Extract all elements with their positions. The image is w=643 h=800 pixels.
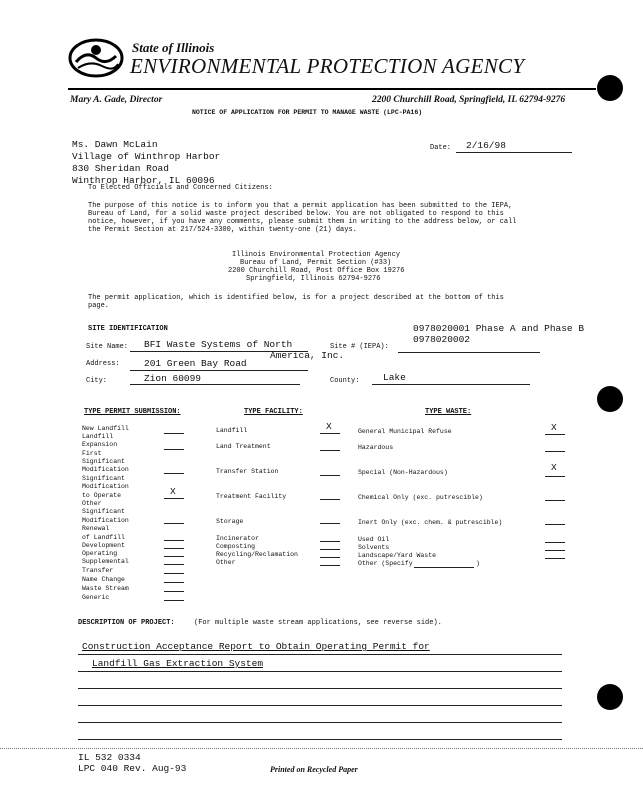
form-id: IL 532 0334 [78,752,141,763]
description-label: DESCRIPTION OF PROJECT: [78,619,175,627]
state-name: State of Illinois [132,40,215,55]
list-item: Used Oil [358,536,390,543]
body-text: the Permit Section at 217/524-3300, within twenty-one (21) days. [88,226,357,234]
list-item: Recycling/Reclamation [216,551,298,558]
date-value: 2/16/98 [466,140,506,151]
checkbox-mark: X [551,422,557,433]
checkbox-line[interactable] [320,523,340,524]
fax-edge-dots [0,748,643,749]
list-item: Modification [82,483,129,490]
city-value: Zion 60099 [144,373,202,384]
body-text: page. [88,302,110,310]
to-line: To Elected Officials and Concerned Citizens: [88,184,273,192]
site-num-label: Site # (IEPA): [330,343,389,351]
checkbox-line[interactable] [414,567,474,568]
list-item: Storage [216,518,244,525]
recipient-line: 830 Sheridan Road [72,163,169,174]
checkbox-line[interactable] [320,475,340,476]
checkbox-line[interactable] [164,540,184,541]
checkbox-line[interactable] [164,449,184,450]
checkbox-line[interactable] [320,433,340,434]
checkbox-line[interactable] [545,500,565,501]
checkbox-line[interactable] [320,499,340,500]
checkbox-line[interactable] [320,450,340,451]
site-num-underline [398,352,540,353]
recipient-line: Ms. Dawn McLain [72,139,158,150]
description-line: Construction Acceptance Report to Obtain Operating Permit for [82,641,430,652]
body-text: notice, however, if you have any comments, please submit them in writing to the address below, or call [88,218,517,226]
printed-note: Printed on Recycled Paper [270,765,358,774]
city-label: City: [86,377,108,385]
body-text: The purpose of this notice is to inform you that a permit application has been submitted to the IEPA, [88,202,513,210]
list-item: Operating [82,550,118,557]
list-item: Solvents [358,544,390,551]
list-item: New Landfill [82,425,129,432]
list-item: General Municipal Refuse [358,428,452,435]
agency-address-line: Illinois Environmental Protection Agency [232,251,401,259]
checkbox-line[interactable] [164,433,184,434]
checkbox-line[interactable] [545,524,565,525]
checkbox-line[interactable] [164,573,184,574]
description-rule [78,688,562,689]
checkbox-line[interactable] [164,473,184,474]
permit-submission-heading: TYPE PERMIT SUBMISSION: [84,408,181,416]
checkbox-line[interactable] [545,558,565,559]
checkbox-mark: X [170,486,176,497]
recipient-line: Winthrop Harbor, IL 60096 [72,175,215,186]
description-line: Landfill Gas Extraction System [92,658,264,669]
checkbox-line[interactable] [545,476,565,477]
checkbox-line[interactable] [320,549,340,550]
list-item: Other [216,559,236,566]
list-item: Transfer Station [216,468,279,475]
checkbox-line[interactable] [320,565,340,566]
site-name-value: America, Inc. [270,350,345,361]
description-rule [78,705,562,706]
checkbox-mark: X [326,421,332,432]
checkbox-line[interactable] [545,550,565,551]
list-item: Landfill [216,427,248,434]
list-item: Special (Non-Hazardous) [358,469,448,476]
checkbox-line[interactable] [164,498,184,499]
list-item: Development [82,542,125,549]
waste-heading: TYPE WASTE: [425,408,472,416]
list-item: Modification [82,517,129,524]
list-item: Landscape/Yard Waste [358,552,437,559]
checkbox-line[interactable] [545,434,565,435]
punch-hole [597,684,623,710]
list-item: of Landfill [82,534,125,541]
list-item: Landfill [82,433,114,440]
list-item: Renewal [82,525,110,532]
form-revision: LPC 040 Rev. Aug-93 [78,763,187,774]
checkbox-line[interactable] [320,557,340,558]
checkbox-line[interactable] [164,582,184,583]
list-item: Hazardous [358,444,394,451]
county-value: Lake [383,372,406,383]
site-id-handwritten: 0978020002 [413,334,471,345]
description-note: (For multiple waste stream applications, see reverse side). [194,619,442,627]
city-underline [130,384,300,385]
address-label: Address: [86,360,120,368]
notice-title: NOTICE OF APPLICATION FOR PERMIT TO MANAGE WASTE (LPC-PA16) [192,109,423,116]
director-name: Mary A. Gade, Director [70,95,163,105]
list-item: to Operate [82,492,122,499]
description-rule [78,654,562,655]
list-item: Land Treatment [216,443,271,450]
agency-address-line: Springfield, Illinois 62794-9276 [246,275,381,283]
description-rule [78,671,562,672]
list-item: Composting [216,543,256,550]
site-name-label: Site Name: [86,343,129,351]
list-item: Significant [82,508,125,515]
checkbox-line[interactable] [164,523,184,524]
checkbox-mark: X [551,462,557,473]
checkbox-line[interactable] [164,556,184,557]
list-item: Expansion [82,441,118,448]
facility-heading: TYPE FACILITY: [244,408,303,416]
site-id-handwritten: 0978020001 Phase A and Phase B [413,323,585,334]
recipient-line: Village of Winthrop Harbor [72,151,221,162]
site-id-heading: SITE IDENTIFICATION [88,325,168,333]
body-text: Bureau of Land, for a solid waste project described below. You are not obligated to respond to this [88,210,504,218]
punch-hole [597,386,623,412]
list-item: Other [82,500,102,507]
checkbox-line[interactable] [545,451,565,452]
list-item: Chemical Only (exc. putrescible) [358,494,483,501]
illinois-epa-logo-icon [68,38,124,78]
date-underline [456,152,572,153]
list-item: Significant [82,458,125,465]
checkbox-line[interactable] [164,548,184,549]
list-item: First [82,450,102,457]
agency-address-line: 2200 Churchill Road, Post Office Box 19276 [228,267,405,275]
address-underline [130,370,308,371]
address-value: 201 Green Bay Road [144,358,247,369]
list-item: Significant [82,475,125,482]
list-item: Waste Stream [82,585,129,592]
agency-name: ENVIRONMENTAL PROTECTION AGENCY [130,54,525,78]
county-underline [372,384,530,385]
checkbox-line[interactable] [164,600,184,601]
agency-address: 2200 Churchill Road, Springfield, IL 62794-9276 [372,95,566,105]
checkbox-line[interactable] [320,541,340,542]
list-item: Modification [82,466,129,473]
list-item: Name Change [82,576,125,583]
list-item: Incinerator [216,535,259,542]
date-label: Date: [430,144,452,152]
county-label: County: [330,377,360,385]
agency-address-line: Bureau of Land, Permit Section (#33) [240,259,392,267]
checkbox-line[interactable] [164,564,184,565]
other-close-paren: ) [476,560,480,567]
list-item: Supplemental [82,558,129,565]
header-rule [68,88,596,90]
list-item: Treatment Facility [216,493,287,500]
checkbox-line[interactable] [164,591,184,592]
site-name-value: BFI Waste Systems of North [144,339,293,350]
list-item: Transfer [82,567,114,574]
description-rule [78,739,562,740]
description-rule [78,722,562,723]
list-item: Inert Only (exc. chem. & putrescible) [358,519,503,526]
checkbox-line[interactable] [545,542,565,543]
body-text: The permit application, which is identified below, is for a project described at the bottom of this [88,294,504,302]
list-item: Other (Specify [358,560,413,567]
list-item: Generic [82,594,110,601]
punch-hole [597,75,623,101]
